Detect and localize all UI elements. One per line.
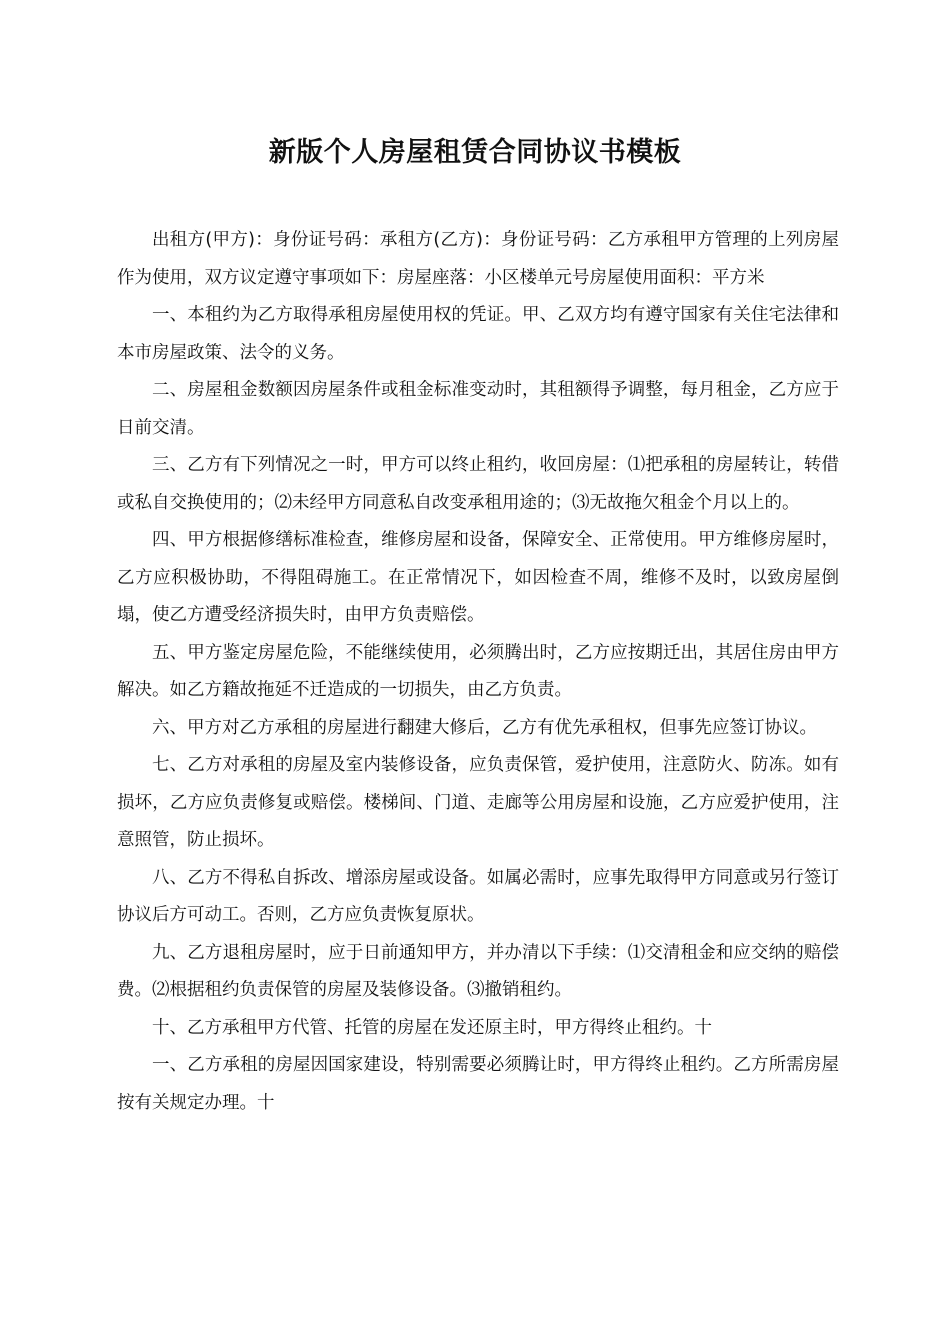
paragraph-clause-4: 四、甲方根据修缮标准检查，维修房屋和设备，保障安全、正常使用。甲方维修房屋时，乙方应积极协助，不得阻碍施工。在正常情况下，如因检查不周，维修不及时，以致房屋倒塌，使乙方遭受经济损失时，由甲方负责赔偿。: [117, 530, 839, 625]
paragraph-clause-8: 八、乙方不得私自拆改、增添房屋或设备。如属必需时，应事先取得甲方同意或另行签订协议后方可动工。否则，乙方应负责恢复原状。: [117, 867, 839, 925]
paragraph-clause-7: 七、乙方对承租的房屋及室内装修设备，应负责保管，爱护使用，注意防火、防冻。如有损坏，乙方应负责修复或赔偿。楼梯间、门道、走廊等公用房屋和设施，乙方应爱护使用，注意照管，防止损坏。: [117, 755, 839, 850]
document-body: [117, 222, 839, 1122]
paragraph-preamble: 出租方(甲方)：身份证号码：承租方(乙方)：身份证号码：乙方承租甲方管理的上列房屋作为使用，双方议定遵守事项如下：房屋座落：小区楼单元号房屋使用面积：平方米: [117, 230, 839, 288]
paragraph-clause-6: 六、甲方对乙方承租的房屋进行翻建大修后，乙方有优先承租权，但事先应签订协议。: [152, 717, 817, 738]
paragraph-clause-11: 一、乙方承租的房屋因国家建设，特别需要必须腾让时，甲方得终止租约。乙方所需房屋按有关规定办理。十: [117, 1055, 839, 1113]
paragraph-clause-2: 二、房屋租金数额因房屋条件或租金标准变动时，其租额得予调整，每月租金，乙方应于日前交清。: [117, 380, 839, 438]
paragraph-clause-10: 十、乙方承租甲方代管、托管的房屋在发还原主时，甲方得终止租约。十: [152, 1017, 712, 1038]
document-title: 新版个人房屋租赁合同协议书模板: [268, 137, 682, 168]
paragraph-clause-5: 五、甲方鉴定房屋危险，不能继续使用，必须腾出时，乙方应按期迁出，其居住房由甲方解决。如乙方籍故拖延不迁造成的一切损失，由乙方负责。: [117, 642, 839, 700]
paragraph-clause-1: 一、本租约为乙方取得承租房屋使用权的凭证。甲、乙双方均有遵守国家有关住宅法律和本市房屋政策、法令的义务。: [117, 305, 839, 363]
paragraph-clause-3: 三、乙方有下列情况之一时，甲方可以终止租约，收回房屋：⑴把承租的房屋转让，转借或私自交换使用的；⑵未经甲方同意私自改变承租用途的；⑶无故拖欠租金个月以上的。: [117, 455, 839, 513]
paragraph-clause-9: 九、乙方退租房屋时，应于日前通知甲方，并办清以下手续：⑴交清租金和应交纳的赔偿费。⑵根据租约负责保管的房屋及装修设备。⑶撤销租约。: [117, 942, 839, 1000]
